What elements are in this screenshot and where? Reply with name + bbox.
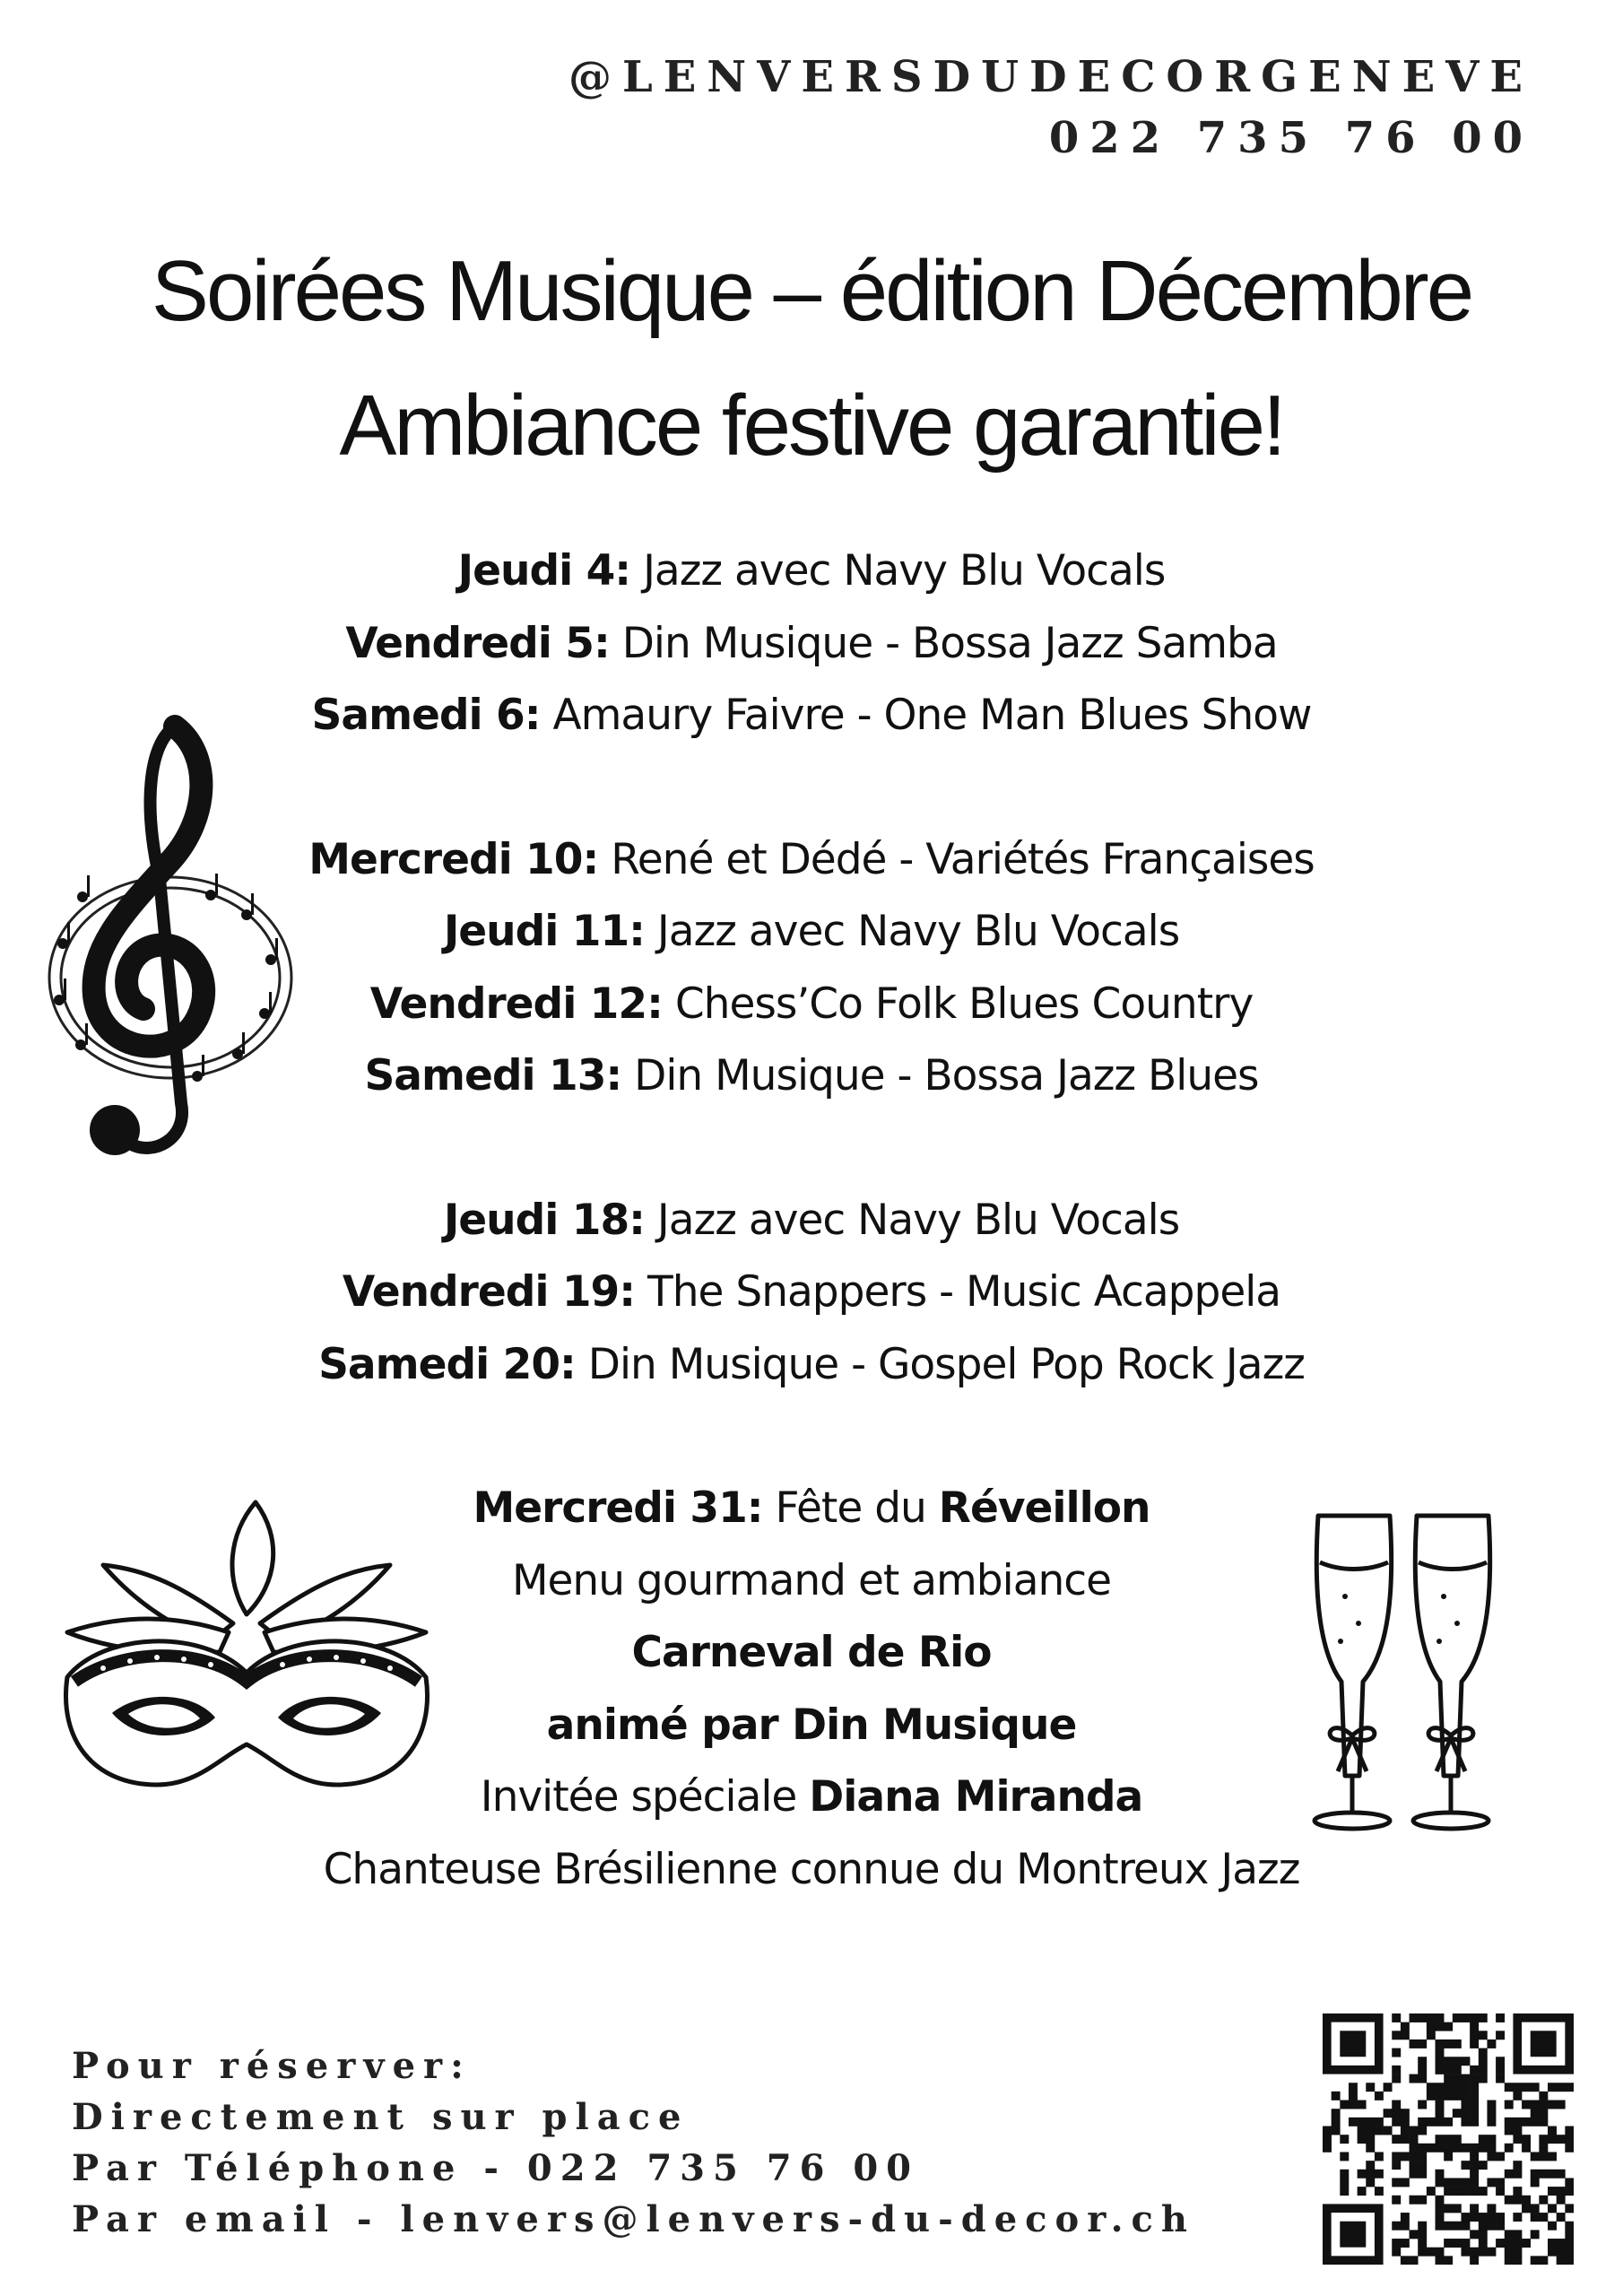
nye-theme: Carneval de Rio [631,1628,992,1677]
champagne-glasses-icon [1309,1507,1515,1834]
nye-act-bold: Réveillon [938,1483,1150,1533]
nye-guest-name: Diana Miranda [809,1772,1143,1822]
header-contact [568,47,1533,169]
program-day: Jeudi 4: [457,546,631,596]
program-act: Jazz avec Navy Blu Vocals [656,1195,1180,1245]
program-row [0,1257,1623,1329]
title-line-2: Ambiance festive garantie! [339,378,1284,474]
program-act: The Snappers - Music Acappela [647,1267,1281,1317]
reservation-heading: Pour réserver: [72,2045,472,2087]
program-row [0,608,1623,681]
page-title [0,224,1623,493]
program-act: René et Dédé - Variétés Françaises [611,834,1315,884]
program-act: Amaury Faivre - One Man Blues Show [552,691,1312,740]
nye-day: Mercredi 31: [473,1483,763,1533]
nye-guest-prefix: Invitée spéciale [480,1772,810,1822]
program-act: Chess’Co Folk Blues Country [674,978,1254,1029]
reservation-email: Par email - lenvers@lenvers-du-decor.ch [72,2198,1195,2240]
program-day: Samedi 20: [318,1339,576,1389]
nye-menu: Menu gourmand et ambiance [511,1555,1112,1605]
nye-act-prefix: Fête du [775,1483,939,1533]
header-phone: 022 735 76 00 [1048,113,1533,163]
program-day: Vendredi 5: [345,618,610,668]
program-act: Jazz avec Navy Blu Vocals [656,907,1180,956]
program-day: Jeudi 11: [443,907,645,956]
nye-host: animé par Din Musique [546,1700,1077,1750]
program-day: Samedi 13: [364,1051,622,1100]
program-row [0,1329,1623,1402]
program-day: Vendredi 19: [342,1267,636,1317]
reservation-onsite: Directement sur place [72,2096,690,2138]
instagram-handle: @LENVERSDUDECORGENEVE [568,52,1533,102]
program-act: Din Musique - Gospel Pop Rock Jazz [587,1339,1305,1389]
title-line-1: Soirées Musique – édition Décembre [151,243,1472,339]
program-act: Din Musique - Bossa Jazz Blues [634,1051,1259,1100]
program-act: Jazz avec Navy Blu Vocals [643,546,1166,596]
nye-guest-desc: Chanteuse Brésilienne connue du Montreux Jazz [323,1844,1300,1894]
program-day: Samedi 6: [311,691,541,740]
qr-code-icon[interactable] [1323,2013,1574,2265]
reservation-info [72,2040,1195,2245]
reservation-phone: Par Téléphone - 022 735 76 00 [72,2147,920,2189]
spacer [0,1401,1623,1473]
program-day: Vendredi 12: [369,978,663,1029]
program-day: Mercredi 10: [308,834,599,884]
program-row [0,1185,1623,1257]
treble-clef-icon [18,709,305,1175]
program-day: Jeudi 18: [443,1195,645,1245]
program-act: Din Musique - Bossa Jazz Samba [621,618,1278,668]
program-row [0,535,1623,608]
carnival-mask-icon [49,1498,444,1830]
